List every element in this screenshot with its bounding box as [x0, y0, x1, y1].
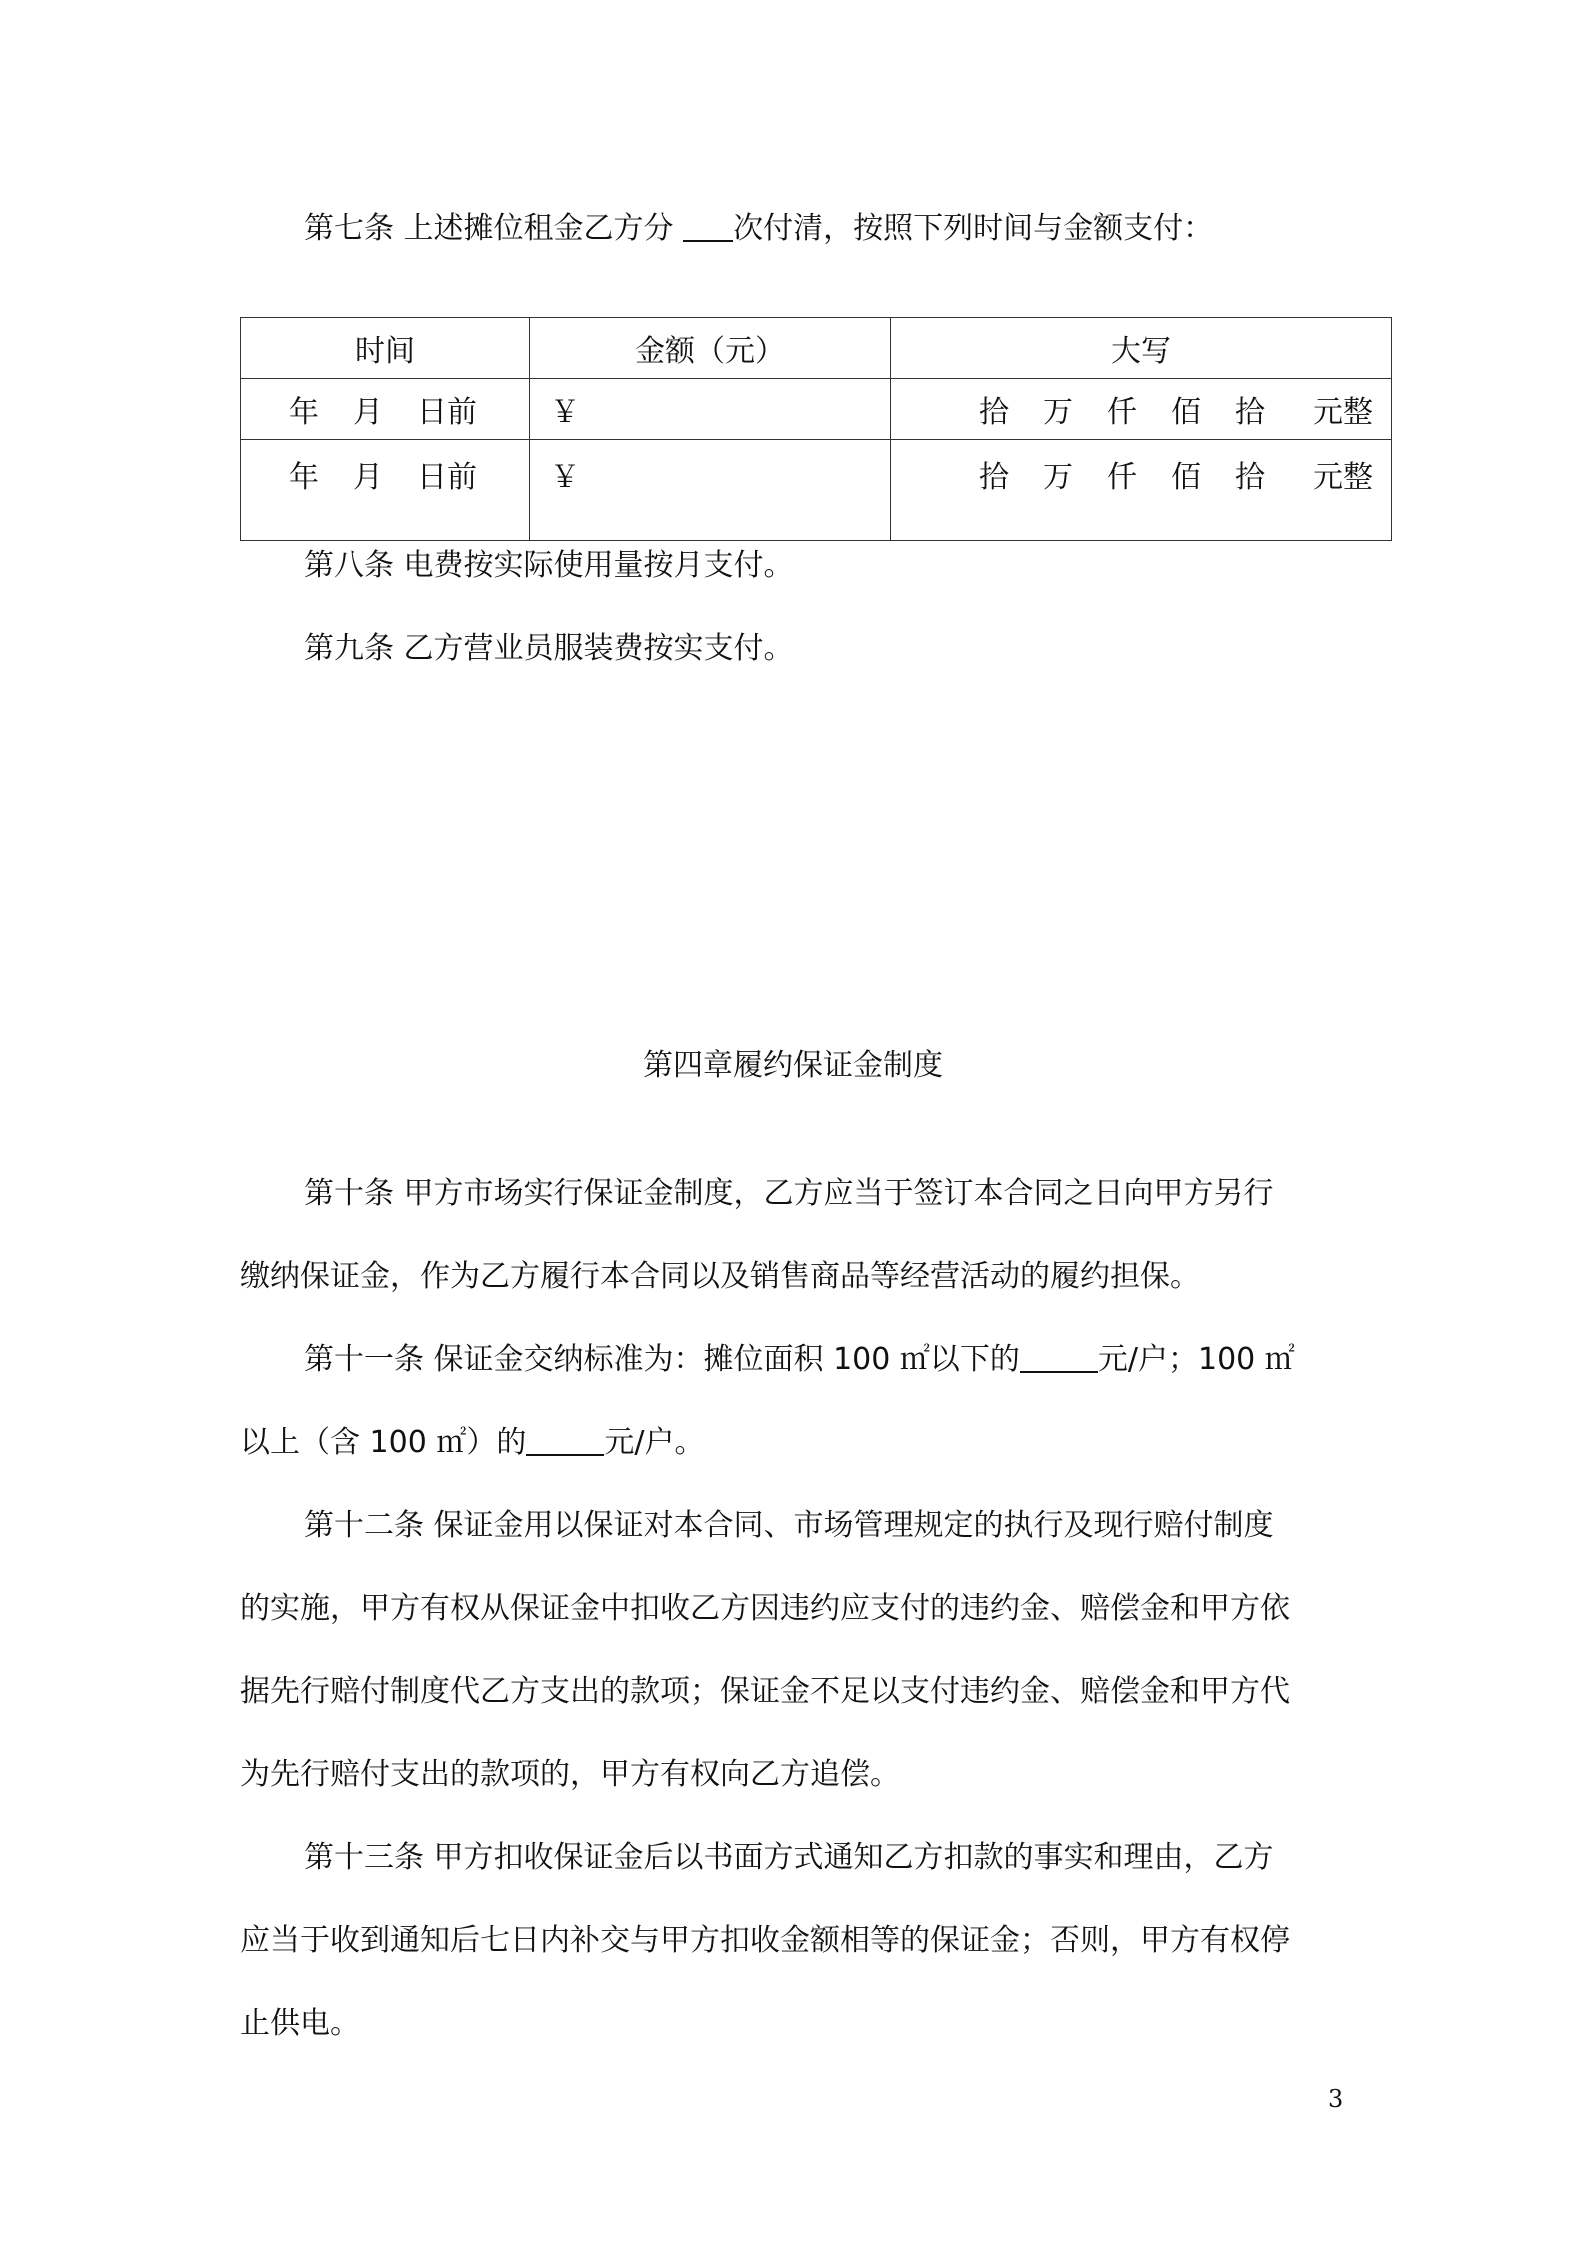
chapter-title: 第四章履约保证金制度 — [643, 1048, 943, 1083]
article-12: 第十二条 保证金用以保证对本合同、市场管理规定的执行及现行赔付制度 的实施，甲方有权从保证金中扣收乙方因违约应支付的违约金、赔偿金和甲方依 据先行赔付制度代乙方支出的款项；保证金不足以支付违约金、赔偿金和甲方代 为先行赔付支出的款项的，甲方有权向乙方追偿。 — [240, 1508, 1290, 1792]
article-11 — [240, 1318, 1350, 1484]
fee-above-100-blank — [526, 1424, 604, 1456]
article-7 — [240, 187, 1350, 270]
header-capitalized: 大写 — [891, 318, 1392, 379]
article-9: 第九条 乙方营业员服装费按实支付。 — [304, 631, 794, 666]
article-11-line-2: 以上（含 100 ㎡）的 元/户。 — [240, 1425, 705, 1460]
date-cell: 年 月 日前 — [241, 440, 530, 541]
article-13: 第十三条 甲方扣收保证金后以书面方式通知乙方扣款的事实和理由，乙方 应当于收到通知后七日内补交与甲方扣收金额相等的保证金；否则，甲方有权停 止供电。 — [240, 1840, 1290, 2041]
article-11-line-1: 第十一条 保证金交纳标准为：摊位面积 100 ㎡以下的 元/户；100 ㎡ — [304, 1342, 1295, 1377]
article-8: 第八条 电费按实际使用量按月支付。 — [304, 548, 794, 583]
header-time: 时间 — [241, 318, 530, 379]
payment-schedule-table — [240, 317, 1392, 541]
table-row — [241, 379, 1392, 440]
capitalized-cell: 拾 万 仟 佰 拾 元整 — [891, 379, 1392, 440]
amount-cell: ￥ — [530, 440, 891, 541]
date-cell: 年 月 日前 — [241, 379, 530, 440]
fee-below-100-blank — [1020, 1341, 1098, 1373]
article-7-line: 第七条 上述摊位租金乙方分 次付清，按照下列时间与金额支付： — [304, 211, 1214, 246]
header-amount: 金额（元） — [530, 318, 891, 379]
installments-blank — [683, 210, 733, 242]
table-header-row — [241, 318, 1392, 379]
capitalized-cell: 拾 万 仟 佰 拾 元整 — [891, 440, 1392, 541]
page-number: 3 — [1328, 2085, 1344, 2113]
article-10: 第十条 甲方市场实行保证金制度，乙方应当于签订本合同之日向甲方另行 缴纳保证金，作为乙方履行本合同以及销售商品等经营活动的履约担保。 — [240, 1176, 1274, 1294]
amount-cell: ￥ — [530, 379, 891, 440]
